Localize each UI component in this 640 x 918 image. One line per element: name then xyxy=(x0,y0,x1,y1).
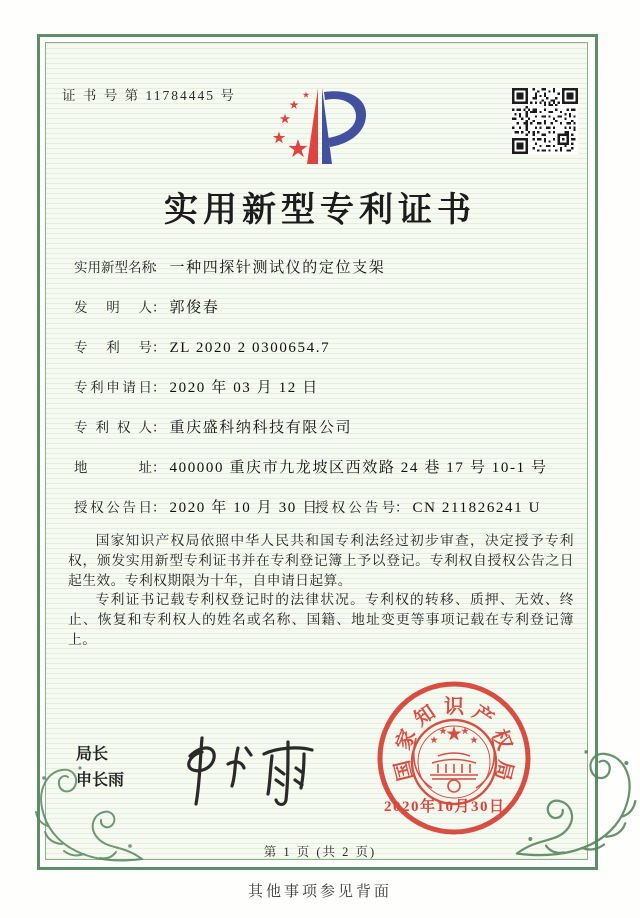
field-row-name xyxy=(74,256,584,296)
seal-arc-char: 家 xyxy=(392,726,421,754)
seal-arc-char: 国 xyxy=(391,757,418,783)
field-label: 地址 xyxy=(74,460,152,475)
field-colon: ： xyxy=(395,500,409,515)
back-note: 其他事项参见背面 xyxy=(247,884,392,900)
field-value: 一种四探针测试仪的定位支架 xyxy=(169,260,386,276)
field-colon: ： xyxy=(152,260,166,275)
field-colon: ： xyxy=(152,380,166,395)
director-name: 申长雨 xyxy=(76,772,125,789)
director-title: 局长 xyxy=(76,746,109,763)
field-colon: ： xyxy=(152,300,166,315)
official-block xyxy=(76,742,124,794)
grant-number-pair xyxy=(315,496,541,517)
field-colon: ： xyxy=(152,500,166,515)
field-value: 重庆盛科纳科技有限公司 xyxy=(169,420,353,436)
field-colon: ： xyxy=(152,460,166,475)
field-value: ZL 2020 2 0300654.7 xyxy=(169,340,331,356)
field-value: 400000 重庆市九龙坡区西效路 24 巷 17 号 10-1 号 xyxy=(169,460,548,476)
field-colon: ： xyxy=(152,340,166,355)
certificate-number: 证 书 号 第 11784445 号 xyxy=(62,88,236,103)
director-signature-icon xyxy=(172,730,322,810)
seal-date: 2020年10月30日 xyxy=(384,799,506,815)
field-value: CN 211826241 U xyxy=(412,500,542,516)
seal-arc-char: 知 xyxy=(410,701,440,731)
field-row-inventor xyxy=(74,296,584,336)
legal-paragraph-2: 专利证书记载专利权登记时的法律状况。专利权的转移、质押、无效、终止、恢复和专利权人的姓名或名称、国籍、地址变更等事项记载在专利登记簿上。 xyxy=(68,592,574,647)
legal-paragraph-1: 国家知识产权局依照中华人民共和国专利法经过初步审查，决定授予专利权，颁发实用新型专利证书并在专利登记簿上予以登记。专利权自授权公告之日起生效。专利权期限为十年，自申请日起算。 xyxy=(68,533,574,588)
field-row-grant xyxy=(74,496,584,536)
field-row-patentee xyxy=(74,416,584,456)
legal-paragraphs xyxy=(68,531,574,650)
qr-code xyxy=(512,88,578,154)
field-label: 授权公告号 xyxy=(315,500,395,515)
seal-arc-char: 识 xyxy=(444,696,464,718)
field-label: 发明人 xyxy=(74,300,152,315)
certificate-title: 实用新型专利证书 xyxy=(164,192,476,229)
field-row-filing-date xyxy=(74,376,584,416)
cnipa-logo-icon xyxy=(266,86,372,168)
field-label: 实用新型名称 xyxy=(74,260,155,275)
field-row-address xyxy=(74,456,584,496)
field-label: 专利权人 xyxy=(74,420,152,435)
national-emblem-icon xyxy=(412,720,496,804)
field-label: 专利申请日 xyxy=(74,380,152,395)
seal-arc-char: 产 xyxy=(468,701,498,731)
field-value: 郭俊春 xyxy=(169,300,220,316)
page-number: 第 1 页 (共 2 页) xyxy=(263,845,377,859)
field-value: 2020 年 03 月 12 日 xyxy=(169,380,319,396)
field-value: 2020 年 10 月 30 日 xyxy=(169,500,319,516)
field-row-patent-number xyxy=(74,336,584,376)
field-rows xyxy=(74,256,584,536)
field-colon: ： xyxy=(152,420,166,435)
seal-arc-char: 权 xyxy=(487,726,516,754)
field-label: 专利号 xyxy=(74,340,152,355)
field-label: 授权公告日 xyxy=(74,500,152,515)
seal-arc-char: 局 xyxy=(490,757,517,783)
